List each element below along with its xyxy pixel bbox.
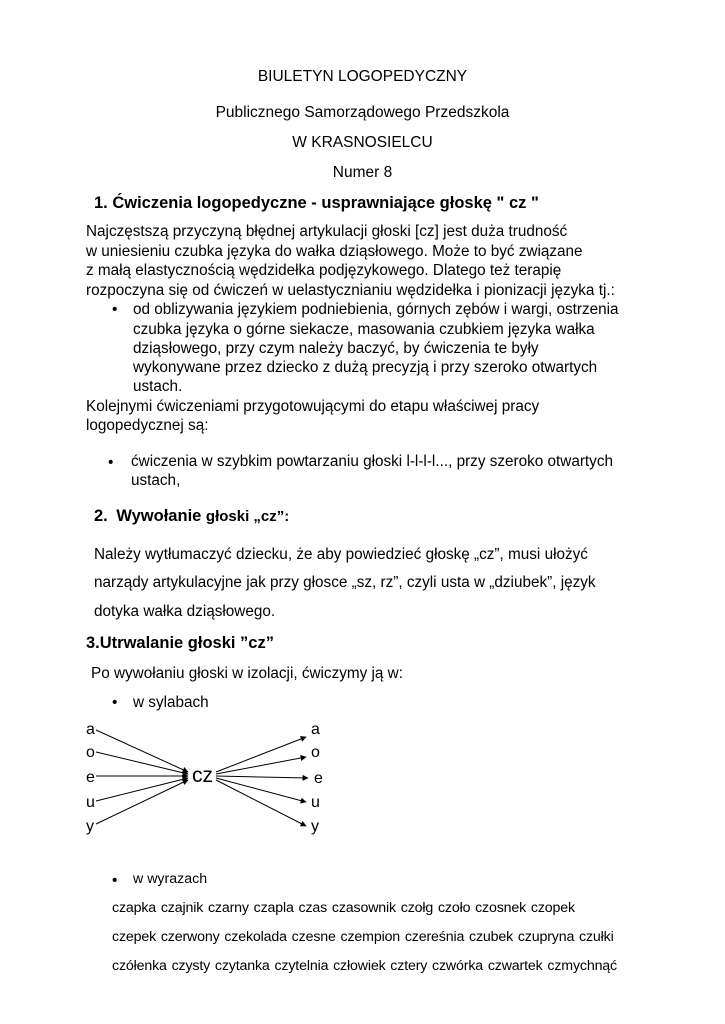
section2-heading-number: 2. <box>94 507 108 525</box>
vowel-right: o <box>311 744 320 761</box>
arrow-right-e <box>216 776 308 778</box>
vowel-left: o <box>86 744 95 761</box>
section3-heading: 3.Utrwalanie głoski ”cz” <box>86 634 274 652</box>
bullet-syllables-label: w sylabach <box>133 694 209 711</box>
issue-number: Numer 8 <box>332 164 393 181</box>
arrow-left-u <box>96 778 188 801</box>
vowel-left: u <box>86 794 95 811</box>
bullet-text-line: wykonywane przez dziecko z dużą precyzją i przy szeroko otwartych <box>133 359 598 376</box>
word-list-line: czepek czerwony czekolada czesne czempion czereśnia czubek czupryna czułki <box>112 929 614 945</box>
vowel-right: u <box>311 794 320 811</box>
vowel-left: a <box>86 721 95 738</box>
arrow-right-a <box>216 737 306 772</box>
word-list-line: czapka czajnik czarny czapla czas czasownik czołg czoło czosnek czopek <box>112 900 575 916</box>
bullet-text-line: od oblizywania językiem podniebienia, górnych zębów i wargi, ostrzenia <box>133 301 619 318</box>
arrow-left-o <box>96 752 188 774</box>
section2-line: Należy wytłumaczyć dziecku, że aby powiedzieć głoskę „cz”, musi ułożyć <box>94 546 588 563</box>
bullet-text-line: czubka języka o górne siekacze, masowania czubkiem języka wałka <box>133 321 595 338</box>
arrow-right-u <box>216 778 306 802</box>
arrow-right-y <box>216 780 306 826</box>
section2-line: narządy artykulacyjne jak przy głosce „sz, rz”, czyli usta w „dziubek”, język <box>94 574 596 591</box>
bulletin-title: BIULETYN LOGOPEDYCZNY <box>257 68 468 85</box>
vowel-left: e <box>86 769 95 786</box>
vowel-right: y <box>311 818 319 835</box>
location: W KRASNOSIELCU <box>292 134 433 151</box>
section3-intro: Po wywołaniu głoski w izolacji, ćwiczymy ją w: <box>91 665 403 682</box>
kindergarten-name: Publicznego Samorządowego Przedszkola <box>215 104 510 121</box>
bullet-text-line: dziąsłowego, przy czym należy baczyć, by ćwiczenia te były <box>133 340 539 357</box>
section2-heading-bold: Wywołanie <box>116 507 202 525</box>
section1-intro-line: rozpoczyna się od ćwiczeń w uelastycznianiu wędzidełka i pionizacji języka tj.: <box>86 282 615 299</box>
vowel-left: y <box>86 818 94 835</box>
bullet-text-line: ustach. <box>133 378 183 395</box>
bullet-icon: • <box>112 872 118 889</box>
section2-line: dotyka wałka dziąsłowego. <box>94 603 276 620</box>
bullet-icon: • <box>112 301 118 318</box>
section1-intro-line: z małą elastycznością wędzidełka podjęzykowego. Dlatego też terapię <box>86 262 562 279</box>
section1-intro-line: w uniesieniu czubka języka do wałka dziąsłowego. Może to być związane <box>86 243 583 260</box>
vowel-right: e <box>314 770 323 787</box>
arrow-left-a <box>96 730 188 772</box>
word-list-line: czółenka czysty czytanka czytelnia człowiek cztery czwórka czwartek czmychnąć <box>112 958 617 974</box>
section1-heading: 1. Ćwiczenia logopedyczne - usprawniające głoskę " cz " <box>94 194 539 212</box>
bullet-text-line: ustach, <box>131 472 181 489</box>
bullet-text-line: ćwiczenia w szybkim powtarzaniu głoski l-l-l-l..., przy szeroko otwartych <box>131 453 613 470</box>
section1-followup-line: logopedycznej są: <box>86 417 209 434</box>
section1-intro-line: Najczęstszą przyczyną błędnej artykulacji głoski [cz] jest duża trudność <box>86 223 568 240</box>
bullet-words-label: w wyrazach <box>133 871 208 887</box>
arrow-right-o <box>216 757 306 774</box>
bullet-icon: • <box>112 694 118 711</box>
section2-heading-rest: głoski „cz”: <box>205 508 290 525</box>
arrow-left-y <box>96 780 188 824</box>
bullet-icon: • <box>108 454 114 471</box>
section1-followup-line: Kolejnymi ćwiczeniami przygotowującymi do etapu właściwej pracy <box>86 398 540 415</box>
vowel-right: a <box>311 721 320 738</box>
syllable-center-cz: cz <box>192 764 213 787</box>
